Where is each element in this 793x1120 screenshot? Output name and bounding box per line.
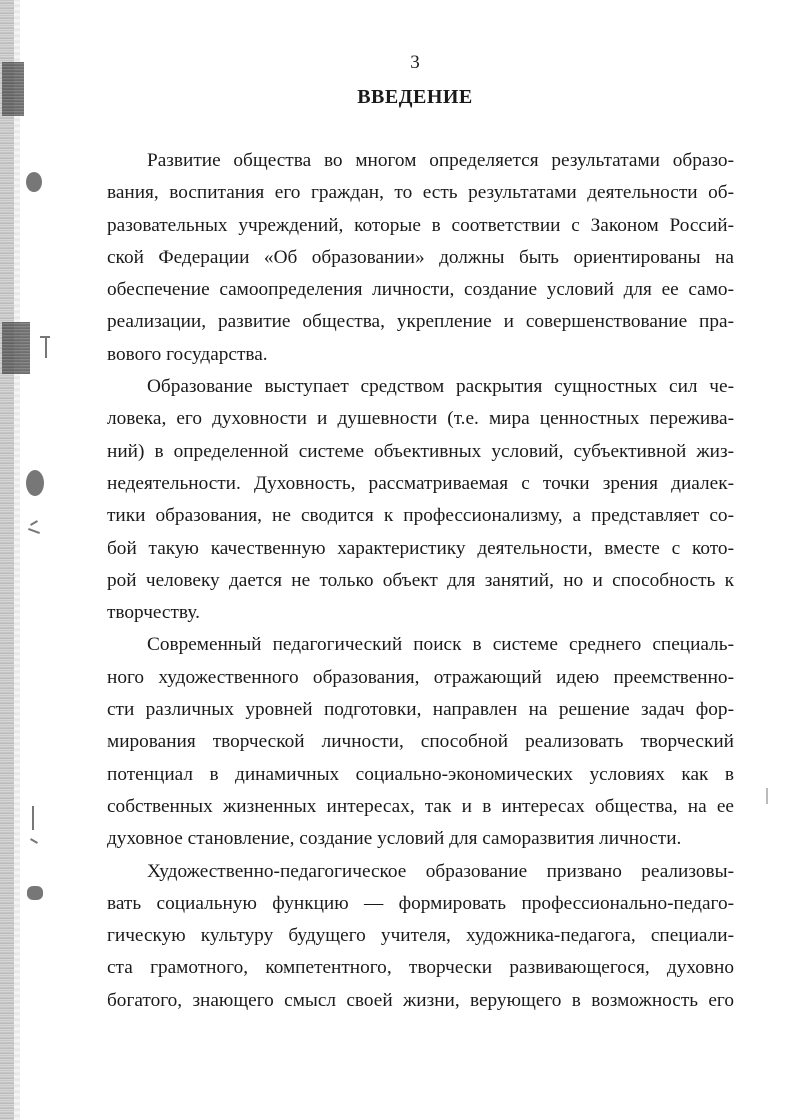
text-line: потенциал в динамичных социально-экономических условиях как в — [107, 763, 734, 785]
text-line: рой человеку дается не только объект для занятий, но и способность к — [107, 569, 734, 591]
text-line: собственных жизненных интересах, так и в интересах общества, на ее — [107, 795, 734, 817]
scan-binding-shadow — [14, 0, 20, 1120]
scan-artifact — [28, 528, 40, 534]
text-line: духовное становление, создание условий для саморазвития личности. — [107, 828, 682, 850]
scan-artifact — [26, 172, 42, 192]
scan-artifact — [30, 520, 38, 526]
text-line: сти различных уровней подготовки, направлен на решение задач фор- — [107, 699, 734, 721]
text-line: ний) в определенной системе объективных условий, субъективной жиз- — [107, 440, 734, 462]
scan-artifact — [766, 788, 768, 804]
text-line: ного художественного образования, отражающий идею преемственно- — [107, 666, 734, 688]
text-line: Художественно-педагогическое образование призвано реализовы- — [147, 860, 734, 882]
text-line: мирования творческой личности, способной реализовать творческий — [107, 731, 734, 753]
text-line: Развитие общества во многом определяется результатами образо- — [147, 150, 734, 171]
text-line: ловека, его духовности и душевности (т.е. мира ценностных пережива- — [107, 408, 734, 430]
text-line: богатого, знающего смысл своей жизни, верующего в возможность его — [107, 989, 734, 1011]
text-line: ста грамотного, компетентного, творчески развивающегося, духовно — [107, 957, 734, 979]
scan-artifact — [32, 806, 34, 830]
text-line: вать социальную функцию — формировать профессионально-педаго- — [107, 892, 734, 914]
text-line: реализации, развитие общества, укрепление и совершенствование пра- — [107, 311, 734, 333]
scan-artifact — [30, 838, 38, 844]
text-line: творчеству. — [107, 602, 200, 624]
text-line: разовательных учреждений, которые в соответствии с Законом Россий- — [107, 214, 734, 236]
scan-artifact — [27, 886, 43, 900]
text-line: обеспечение самоопределения личности, создание условий для ее само- — [107, 279, 734, 301]
scan-artifact — [2, 62, 24, 116]
text-line: ской Федерации «Об образовании» должны быть ориентированы на — [107, 246, 734, 268]
page-title: ВВЕДЕНИЕ — [357, 86, 473, 108]
text-line: Образование выступает средством раскрытия сущностных сил че- — [147, 376, 734, 398]
text-line: гическую культуру будущего учителя, художника-педагога, специали- — [107, 925, 734, 947]
scan-artifact — [26, 470, 44, 496]
text-line: тики образования, не сводится к профессионализму, а представляет со- — [107, 505, 734, 527]
text-line: недеятельности. Духовность, рассматриваемая с точки зрения диалек- — [107, 472, 734, 494]
text-line: вового государства. — [107, 343, 268, 365]
scan-artifact — [45, 336, 47, 358]
body-text — [107, 145, 734, 1017]
scan-artifact — [2, 322, 30, 374]
text-line: бой такую качественную характеристику деятельности, вместе с кото- — [107, 537, 734, 559]
page-number: 3 — [410, 52, 420, 73]
text-line: вания, воспитания его граждан, то есть результатами деятельности об- — [107, 182, 734, 204]
text-line: Современный педагогический поиск в системе среднего специаль- — [147, 634, 734, 656]
scan-binding-edge — [0, 0, 14, 1120]
